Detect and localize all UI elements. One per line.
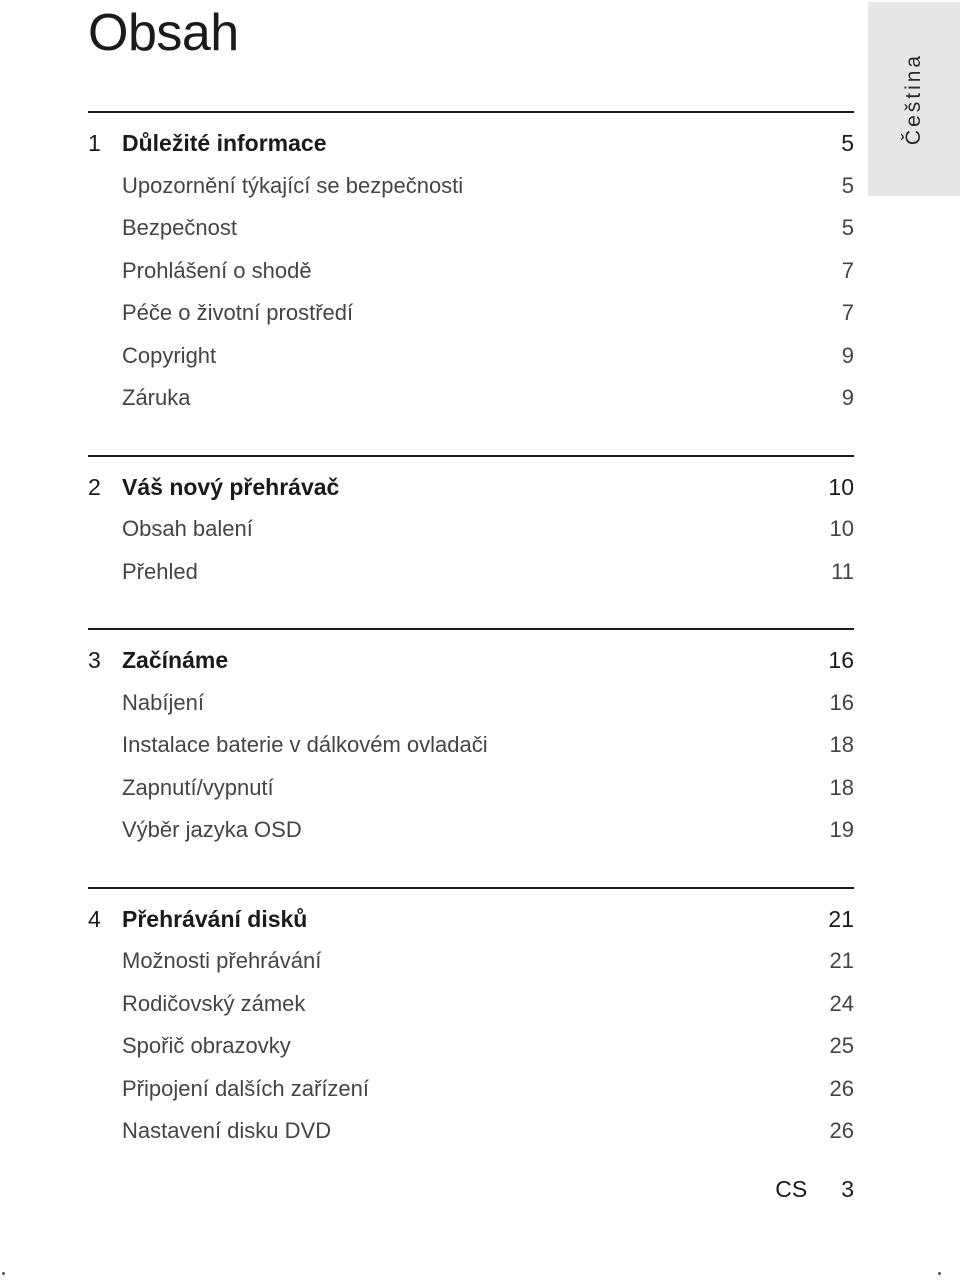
entry-page: 10 xyxy=(829,516,854,541)
entry-label: Bezpečnost xyxy=(122,215,237,240)
toc-entry[interactable] xyxy=(88,250,854,293)
entry-label: Nastavení disku DVD xyxy=(122,1118,332,1143)
entry-page: 16 xyxy=(829,689,854,715)
toc-entry[interactable] xyxy=(88,1068,854,1111)
chapter-number: 2 xyxy=(88,473,101,500)
entry-page: 21 xyxy=(829,948,854,973)
toc-chapter-2[interactable] xyxy=(88,466,854,509)
toc-section-1 xyxy=(88,111,854,420)
chapter-number: 4 xyxy=(88,905,101,932)
toc-section-2 xyxy=(88,455,854,594)
toc-entry[interactable] xyxy=(88,809,854,852)
entry-label: Připojení dalších zařízení xyxy=(122,1075,370,1101)
entry-label: Záruka xyxy=(122,385,191,410)
toc-entry[interactable] xyxy=(88,1025,854,1068)
page-footer xyxy=(700,1172,854,1206)
chapter-number: 3 xyxy=(88,647,101,673)
toc-section-4 xyxy=(88,887,854,1153)
chapter-title: Začínáme xyxy=(122,647,229,673)
entry-page: 26 xyxy=(829,1118,854,1143)
entry-page: 25 xyxy=(829,1033,854,1058)
toc-section-3 xyxy=(88,628,854,852)
entry-page: 7 xyxy=(841,257,854,283)
toc-entry[interactable] xyxy=(88,165,854,208)
toc-chapter-4[interactable] xyxy=(88,898,854,941)
entry-page: 24 xyxy=(829,990,854,1016)
toc-entry[interactable] xyxy=(88,551,854,594)
toc-entry[interactable] xyxy=(88,940,854,983)
crop-mark xyxy=(938,1272,941,1275)
toc-chapter-1[interactable] xyxy=(88,122,854,165)
entry-page: 11 xyxy=(831,558,854,584)
entry-label: Nabíjení xyxy=(122,689,204,715)
entry-page: 9 xyxy=(841,342,854,368)
footer-language-code: CS xyxy=(775,1176,808,1202)
entry-page: 5 xyxy=(841,215,854,240)
chapter-title: Důležité informace xyxy=(122,130,327,156)
chapter-page: 16 xyxy=(828,647,854,673)
chapter-title: Váš nový přehrávač xyxy=(122,473,340,500)
chapter-page: 10 xyxy=(828,473,854,500)
chapter-number: 1 xyxy=(88,130,101,156)
entry-label: Zapnutí/vypnutí xyxy=(122,774,274,800)
toc-entry[interactable] xyxy=(88,207,854,250)
entry-label: Výběr jazyka OSD xyxy=(122,817,302,842)
entry-page: 18 xyxy=(829,732,854,757)
entry-label: Péče o životní prostředí xyxy=(122,300,354,325)
toc-entry[interactable] xyxy=(88,335,854,378)
entry-label: Copyright xyxy=(122,342,217,368)
entry-page: 5 xyxy=(841,172,854,198)
toc-entry[interactable] xyxy=(88,767,854,810)
entry-label: Možnosti přehrávání xyxy=(122,948,322,973)
entry-page: 18 xyxy=(829,774,854,800)
entry-label: Obsah balení xyxy=(122,516,253,541)
language-tab-label: Čeština xyxy=(902,52,926,146)
toc-chapter-3[interactable] xyxy=(88,639,854,682)
entry-page: 26 xyxy=(829,1075,854,1101)
footer-page-number: 3 xyxy=(841,1176,854,1202)
toc-entry[interactable] xyxy=(88,724,854,767)
chapter-title: Přehrávání disků xyxy=(122,905,308,932)
toc-entry[interactable] xyxy=(88,682,854,725)
chapter-page: 21 xyxy=(828,905,854,932)
entry-label: Rodičovský zámek xyxy=(122,990,306,1016)
toc-entry[interactable] xyxy=(88,292,854,335)
toc-entry[interactable] xyxy=(88,377,854,420)
table-of-contents xyxy=(88,111,854,1188)
crop-mark xyxy=(2,1272,5,1275)
entry-label: Spořič obrazovky xyxy=(122,1033,291,1058)
toc-entry[interactable] xyxy=(88,508,854,551)
toc-entry[interactable] xyxy=(88,983,854,1026)
toc-entry[interactable] xyxy=(88,1110,854,1153)
entry-label: Upozornění týkající se bezpečnosti xyxy=(122,172,464,198)
chapter-page: 5 xyxy=(841,130,854,156)
entry-page: 19 xyxy=(829,817,854,842)
entry-page: 7 xyxy=(841,300,854,325)
entry-label: Přehled xyxy=(122,558,198,584)
page-title: Obsah xyxy=(88,4,239,62)
entry-label: Instalace baterie v dálkovém ovladači xyxy=(122,732,488,757)
entry-page: 9 xyxy=(841,385,854,410)
language-tab xyxy=(868,2,960,196)
entry-label: Prohlášení o shodě xyxy=(122,257,312,283)
